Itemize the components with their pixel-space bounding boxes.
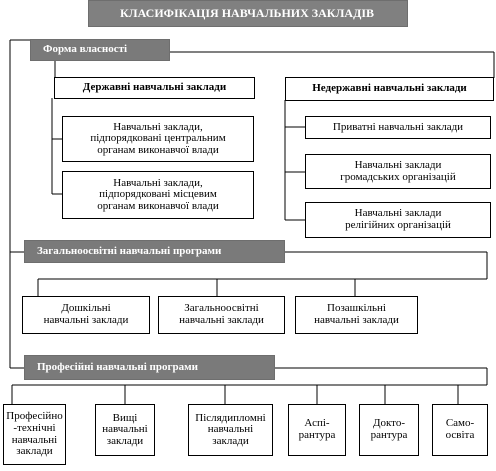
professional-higher-item: Вищі навчальні заклади <box>95 404 155 456</box>
page-title: КЛАСИФІКАЦІЯ НАВЧАЛЬНИХ ЗАКЛАДІВ <box>88 0 408 27</box>
general-extracurricular-item: Позашкільні навчальні заклади <box>295 296 418 334</box>
professional-programs-header: Професійні навчальні програми <box>24 355 275 380</box>
professional-postgraduate-item: Післядипломні навчальні заклади <box>188 404 273 456</box>
nonstate-institutions-header: Недержавні навчальні заклади <box>285 77 494 101</box>
nonstate-public-org-item: Навчальні заклади громадських організацій <box>305 154 491 189</box>
state-local-item: Навчальні заклади, підпорядковані місцевим органам виконавчої влади <box>62 171 254 219</box>
professional-doctorantura-item: Докто- рантура <box>359 404 419 456</box>
professional-vocational-item: Професійно -технічні навчальні заклади <box>3 404 66 465</box>
general-secondary-item: Загальноосвітні навчальні заклади <box>158 296 285 334</box>
general-programs-header: Загальноосвітні навчальні програми <box>24 240 285 263</box>
state-central-item: Навчальні заклади, підпорядковані центральним органам виконавчої влади <box>62 116 254 162</box>
state-institutions-header: Державні навчальні заклади <box>54 77 255 99</box>
ownership-header: Форма власності <box>30 39 170 61</box>
nonstate-religious-org-item: Навчальні заклади релігійних організацій <box>305 202 491 238</box>
professional-self-education-item: Само- освіта <box>432 404 488 456</box>
nonstate-private-item: Приватні навчальні заклади <box>305 116 491 139</box>
professional-aspirantura-item: Аспі- рантура <box>288 404 346 456</box>
general-preschool-item: Дошкільні навчальні заклади <box>22 296 150 334</box>
